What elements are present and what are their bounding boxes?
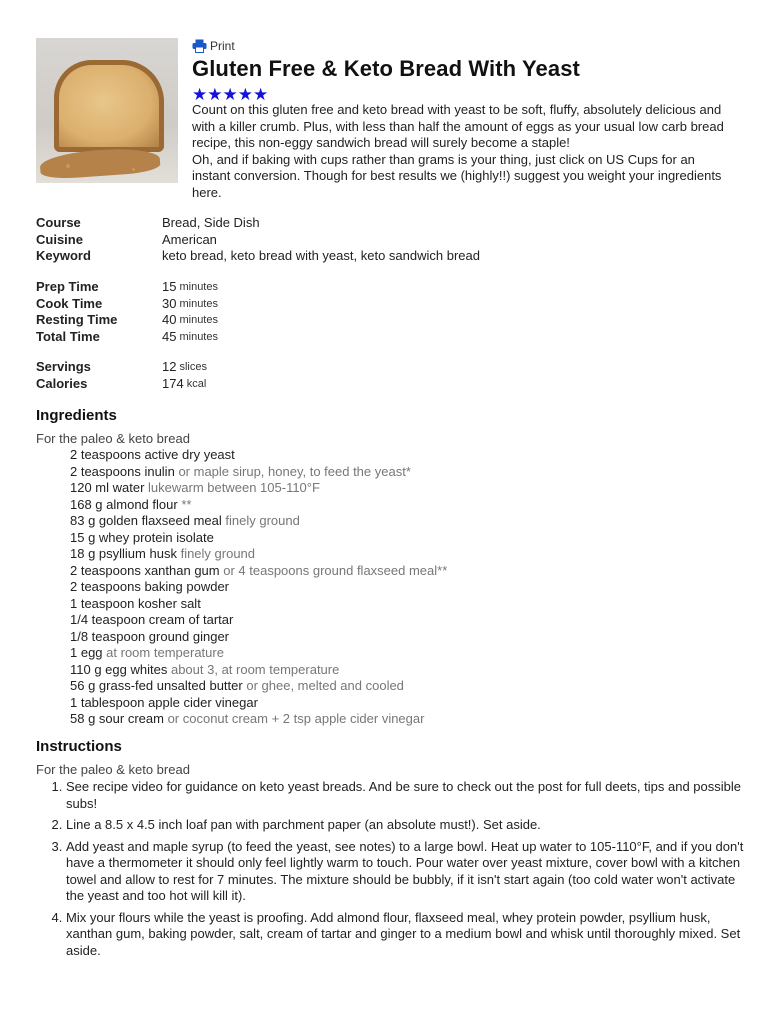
recipe-title: Gluten Free & Keto Bread With Yeast [192, 56, 580, 81]
meta-value: 45 [162, 328, 177, 344]
ingredient-text: 120 ml water [70, 480, 145, 495]
recipe-summary [192, 102, 732, 201]
ingredient-note: ** [181, 496, 192, 512]
star-icon[interactable]: ★ [207, 85, 223, 104]
instructions-heading: Instructions [36, 738, 122, 755]
meta-row-course [36, 215, 480, 232]
ingredient-text: 2 teaspoons baking powder [70, 579, 230, 594]
ingredient-item [70, 530, 447, 547]
ingredient-item [70, 464, 447, 481]
ingredient-item [70, 497, 447, 514]
ingredients-heading: Ingredients [36, 407, 117, 424]
ingredient-text: 1/8 teaspoon ground ginger [70, 628, 230, 644]
meta-value: American [162, 231, 217, 247]
print-link[interactable] [192, 39, 235, 53]
meta-row-keyword [36, 248, 480, 265]
meta-row-resting-time [36, 312, 218, 329]
ingredient-text: 56 g grass-fed unsalted butter [70, 678, 243, 693]
ingredient-item [70, 447, 447, 464]
ingredient-text: 2 teaspoons xanthan gum [70, 562, 220, 578]
ingredient-item [70, 546, 447, 563]
ingredient-note: or ghee, melted and cooled [246, 678, 404, 693]
ingredient-item [70, 579, 447, 596]
instruction-step: 2. Line a 8.5 x 4.5 inch loaf pan with parchment paper (an absolute must!). Set aside. [66, 817, 756, 834]
meta-unit: kcal [186, 377, 207, 390]
ingredient-text: 168 g almond flour [70, 496, 178, 512]
bread-loaf-graphic [54, 60, 164, 152]
meta-label: Total Time [36, 328, 100, 344]
summary-paragraph: Count on this gluten free and keto bread with yeast to be soft, fluffy, absolutely delicious and with a killer crumb. Plus, with less than half the amount of eggs as your usual low carb bread recipe, this non-eggy sandwich bread will surely become a staple! [192, 102, 724, 150]
ingredient-text: 2 teaspoons active dry yeast [70, 447, 235, 462]
ingredient-item [70, 645, 447, 662]
meta-unit: minutes [179, 314, 218, 326]
meta-row-cook-time [36, 296, 218, 313]
meta-label: Prep Time [36, 279, 99, 294]
meta-unit: minutes [179, 297, 218, 310]
ingredient-note: at room temperature [106, 645, 224, 660]
meta-label: Course [36, 215, 81, 230]
ingredient-text: 1 teaspoon kosher salt [70, 595, 201, 611]
recipe-image [36, 38, 178, 183]
ingredient-note: or maple sirup, honey, to feed the yeast* [178, 463, 411, 479]
ingredient-note: about 3, at room temperature [170, 661, 340, 677]
star-icon[interactable]: ★ [253, 85, 269, 104]
ingredient-item [70, 612, 447, 629]
meta-unit: minutes [179, 330, 218, 343]
meta-row-servings [36, 359, 207, 376]
printer-icon [192, 39, 207, 53]
meta-row-prep-time [36, 279, 218, 296]
meta-value: 174 [162, 375, 184, 391]
ingredient-item [70, 662, 447, 679]
meta-label: Keyword [36, 248, 91, 263]
ingredient-note: or 4 teaspoons ground flaxseed meal** [223, 562, 448, 578]
ingredient-note: lukewarm between 105-110°F [148, 480, 320, 495]
ingredient-text: 83 g golden flaxseed meal [70, 513, 222, 528]
star-icon[interactable]: ★ [192, 85, 208, 104]
ingredients-list [70, 447, 447, 728]
ingredient-note: finely ground [180, 546, 256, 561]
ingredient-item [70, 678, 447, 695]
meta-label: Cook Time [36, 295, 103, 311]
meta-label: Calories [36, 375, 88, 391]
ingredient-text: 15 g whey protein isolate [70, 529, 214, 545]
meta-value: 12 [162, 359, 177, 374]
ingredient-item [70, 563, 447, 580]
recipe-nutrition [36, 359, 207, 392]
recipe-tags [36, 215, 480, 265]
meta-row-total-time [36, 329, 218, 346]
meta-label: Servings [36, 359, 91, 374]
print-label: Print [210, 39, 235, 53]
meta-value: Bread, Side Dish [162, 215, 260, 230]
ingredient-text: 1 tablespoon apple cider vinegar [70, 694, 258, 710]
ingredient-text: 2 teaspoons inulin [70, 463, 175, 479]
ingredient-item [70, 711, 447, 728]
ingredient-text: 1/4 teaspoon cream of tartar [70, 612, 234, 627]
ingredients-group-label: For the paleo & keto bread [36, 431, 190, 446]
star-icon[interactable]: ★ [222, 85, 238, 104]
meta-value: 15 [162, 279, 177, 294]
meta-row-cuisine [36, 232, 480, 249]
ingredient-item [70, 596, 447, 613]
summary-paragraph: Oh, and if baking with cups rather than grams is your thing, just click on US Cups for an instant conversion. Though for best results we (highly!!) suggest you weight your ingredients here. [192, 151, 722, 200]
crumb-dot [132, 168, 135, 171]
ingredient-text: 110 g egg whites [70, 661, 168, 677]
instruction-step: 3. Add yeast and maple syrup (to feed the yeast, see notes) to a large bowl. Heat up water to 105-110°F, and if you don't have a thermometer it should only feel lightly warm to touch. Pour water over yeast mixture, cover bowl with a kitchen towel and allow to rest for 7 minutes. The mixture should be bubbly, if it isn't start again (too cold water won't activate the yeast and too hot will kill it). [66, 839, 756, 905]
meta-value: 40 [162, 312, 177, 327]
meta-value: 30 [162, 295, 177, 311]
ingredient-text: 18 g psyllium husk [70, 546, 177, 561]
instruction-step: 1. See recipe video for guidance on keto yeast breads. And be sure to check out the post for full deets, tips and possible subs! [66, 779, 756, 812]
ingredient-item [70, 695, 447, 712]
ingredient-note: finely ground [225, 513, 300, 528]
ingredient-item [70, 629, 447, 646]
crumb-dot [66, 164, 70, 168]
instructions-group-label: For the paleo & keto bread [36, 762, 190, 777]
meta-unit: minutes [179, 281, 218, 293]
meta-row-calories [36, 376, 207, 393]
star-rating[interactable] [192, 86, 268, 103]
meta-unit: slices [179, 361, 207, 373]
instructions-list [36, 779, 756, 964]
ingredient-text: 58 g sour cream [70, 711, 164, 726]
ingredient-item [70, 513, 447, 530]
ingredient-text: 1 egg [70, 645, 103, 660]
star-icon[interactable]: ★ [237, 85, 253, 104]
meta-label: Resting Time [36, 312, 118, 327]
instruction-step: 4. Mix your flours while the yeast is proofing. Add almond flour, flaxseed meal, whey protein powder, psyllium husk, xanthan gum, baking powder, salt, cream of tartar and ginger to a medium bowl and whisk until thoroughly mixed. Set aside. [66, 910, 756, 960]
ingredient-item [70, 480, 447, 497]
meta-value: keto bread, keto bread with yeast, keto sandwich bread [162, 248, 480, 263]
ingredient-note: or coconut cream + 2 tsp apple cider vinegar [167, 711, 425, 726]
recipe-times [36, 279, 218, 345]
meta-label: Cuisine [36, 231, 83, 247]
